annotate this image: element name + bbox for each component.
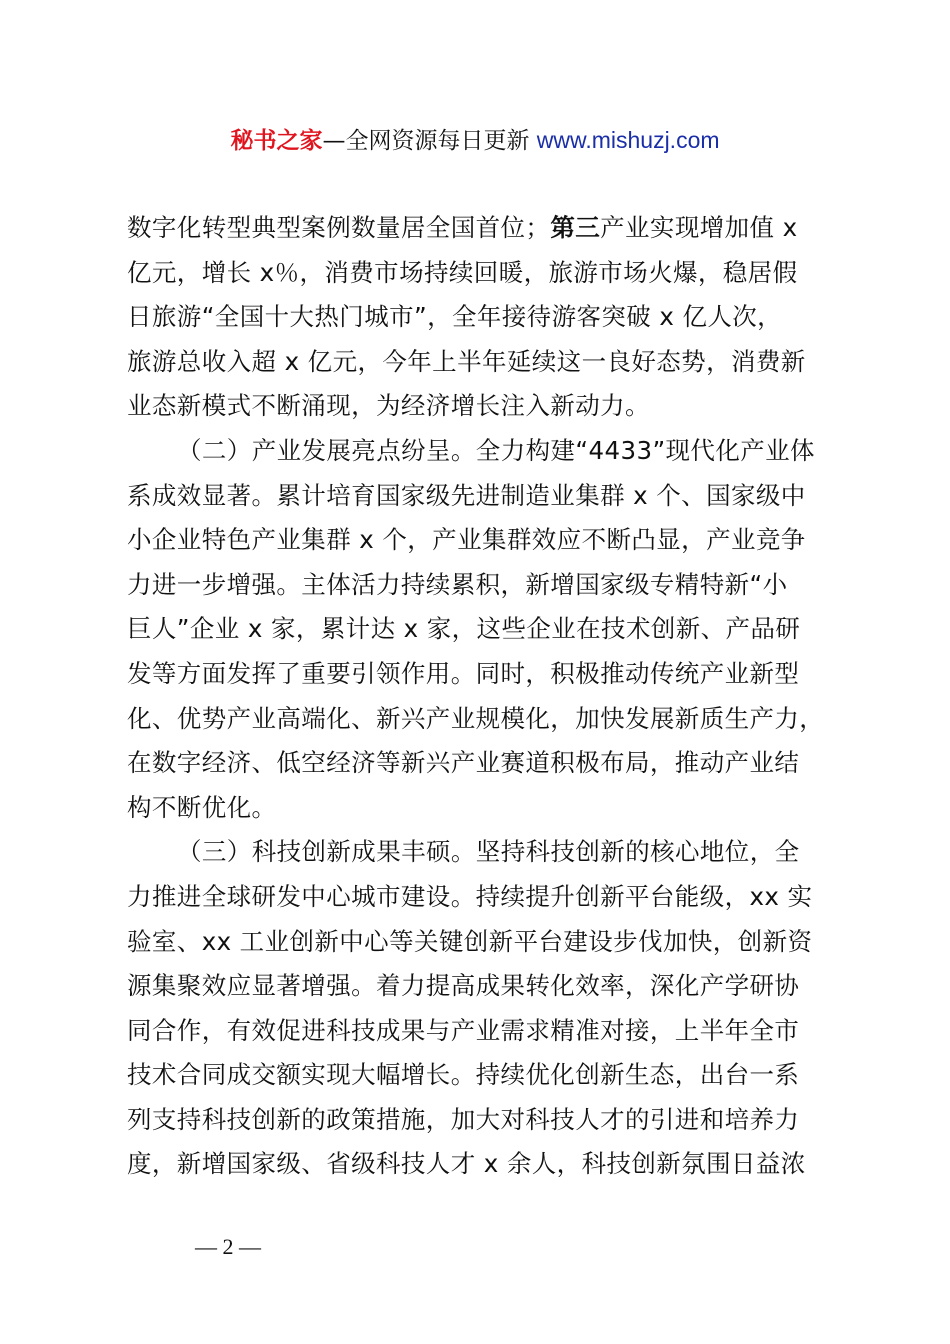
text-line: 旅游总收入超 x 亿元，今年上半年延续这一良好态势，消费新 [127, 346, 806, 376]
text-line: 系成效显著。累计培育国家级先进制造业集群 x 个、国家级中 [127, 480, 806, 510]
text-line [127, 206, 837, 251]
site-watermark-header [0, 124, 950, 157]
text-line: 技术合同成交额实现大幅增长。持续优化创新生态，出台一系 [127, 1060, 800, 1090]
site-url[interactable]: www.mishuzj.com [536, 127, 720, 153]
text-line: 业态新模式不断涌现，为经济增长注入新动力。 [127, 391, 650, 421]
text-line: 日旅游“全国十大热门城市”，全年接待游客突破 x 亿人次， [127, 302, 783, 332]
text-line: 发等方面发挥了重要引领作用。同时，积极推动传统产业新型 [127, 658, 800, 688]
text-line: 力进一步增强。主体活力持续累积，新增国家级专精特新“小 [127, 569, 788, 599]
text-line: 化、优势产业高端化、新兴产业规模化，加快发展新质生产力， [127, 703, 825, 733]
section-heading-line: （三）科技创新成果丰硕。坚持科技创新的核心地位，全 [177, 837, 800, 867]
text-run: 产业实现增加值 x [600, 213, 798, 242]
text-line: 构不断优化。 [127, 792, 277, 822]
text-line: 巨人”企业 x 家，累计达 x 家，这些企业在技术创新、产品研 [127, 614, 801, 644]
text-run: 数字化转型典型案例数量居全国首位； [127, 213, 551, 242]
text-line: 小企业特色产业集群 x 个，产业集群效应不断凸显，产业竞争 [127, 525, 806, 555]
page-number: — 2 — [195, 1234, 261, 1259]
text-line: 度，新增国家级、省级科技人才 x 余人，科技创新氛围日益浓 [127, 1149, 806, 1179]
text-line: 同合作，有效促进科技成果与产业需求精准对接，上半年全市 [127, 1015, 800, 1045]
site-brand: 秘书之家 [230, 128, 323, 154]
text-line: 力推进全球研发中心城市建设。持续提升创新平台能级，xx 实 [127, 881, 813, 911]
text-line: 源集聚效应显著增强。着力提高成果转化效率，深化产学研协 [127, 971, 800, 1001]
text-line: 亿元，增长 x％，消费市场持续回暖，旅游市场火爆，稳居假 [127, 257, 798, 287]
section-heading-line: （二）产业发展亮点纷呈。全力构建“4433”现代化产业体 [177, 435, 815, 465]
text-line: 列支持科技创新的政策措施，加大对科技人才的引进和培养力 [127, 1104, 800, 1134]
bold-text-run: 第三 [550, 213, 601, 242]
document-body [127, 206, 837, 1187]
text-line: 验室、xx 工业创新中心等关键创新平台建设步伐加快，创新资 [127, 926, 813, 956]
site-tagline: —全网资源每日更新 [322, 128, 537, 154]
text-line: 在数字经济、低空经济等新兴产业赛道积极布局，推动产业结 [127, 748, 800, 778]
